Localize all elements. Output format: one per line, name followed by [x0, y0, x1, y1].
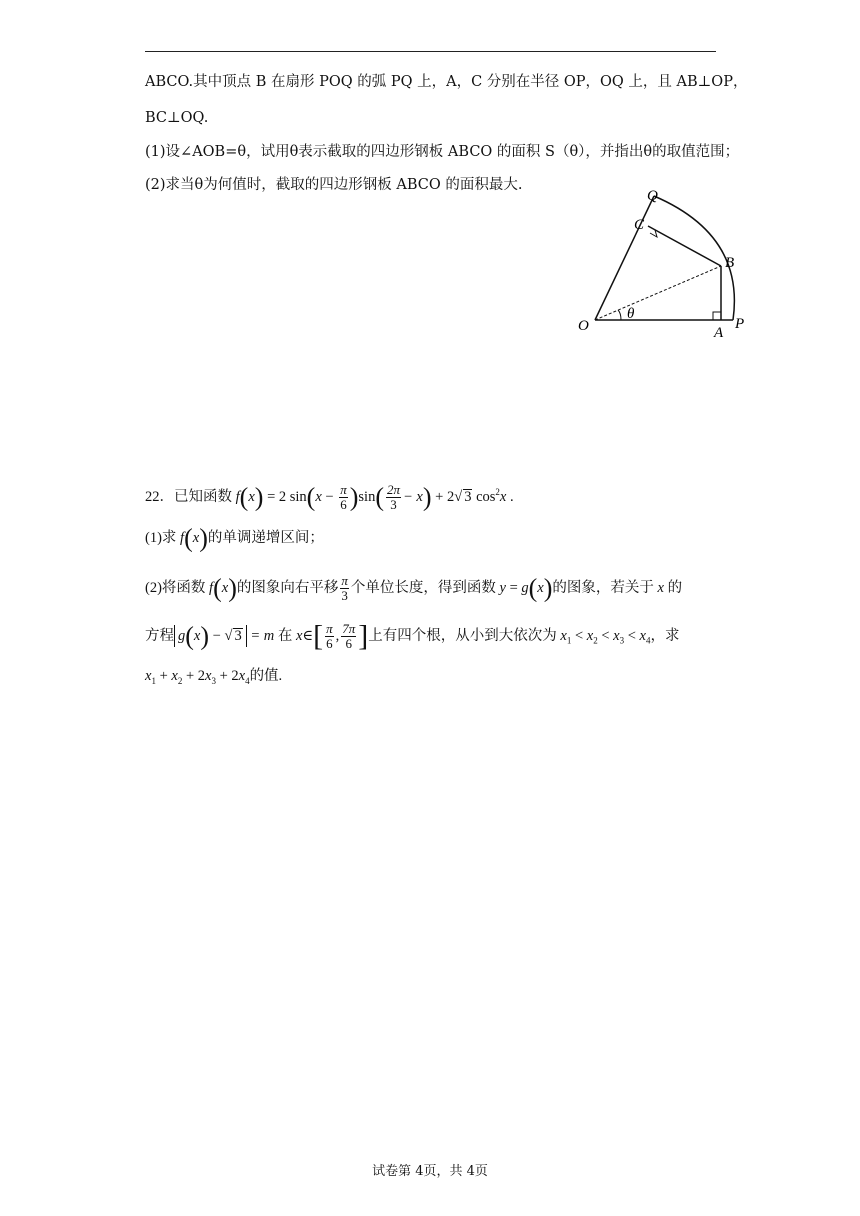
label-c: C — [634, 217, 645, 233]
label-b: B — [725, 255, 735, 271]
label-o: O — [578, 318, 589, 334]
intro-text: 已知函数 — [174, 488, 232, 505]
arc-pq — [654, 196, 734, 320]
right-angle-a — [713, 312, 721, 320]
problem21-question1: (1)设∠AOB=θ，试用θ表示截取的四边形钢板 ABCO 的面积 S（θ），并指出θ的取值范围； — [145, 144, 740, 160]
problem21-line1: ABCO.其中顶点 B 在扇形 POQ 的弧 PQ 上，A，C 分别在半径 OP，OQ 上，且 AB⊥OP， — [145, 74, 748, 90]
label-p: P — [735, 316, 745, 332]
absolute-value: g(x) − √ 3 — [174, 625, 247, 647]
fraction-7pi-6-interval: $\frac{7\pi}{6}$ — [342, 621, 356, 651]
problem22-definition: 22．已知函数 f(x) = 2 sin(x − $\frac{\pi}{6}$ )sin( $\frac{2\pi}{3}$ − x) + 2√ 3 $\cos^2x$ . — [145, 482, 514, 512]
fraction-pi-6: $\frac{\pi}{6}$ — [340, 482, 347, 512]
problem22-question2-line2: 方程 g(x) − √ 3 = m 在 x∈[ $\frac{\pi}{6}$ , $\frac{7\pi}{6}$ ]上有四个根，从小到大依次为 $x_1 < x_2 < x_3 < x_4$，求 — [145, 619, 680, 653]
page-footer: 试卷第 4页，共 4页 — [372, 1164, 488, 1179]
label-a: A — [714, 325, 724, 341]
sector-figure — [570, 180, 770, 345]
header-rule — [145, 51, 716, 52]
fraction-pi-6-interval: $\frac{\pi}{6}$ — [326, 621, 333, 651]
segment-ob — [595, 266, 721, 320]
problem21-question2: (2)求当θ为何值时，截取的四边形钢板 ABCO 的面积最大. — [145, 177, 523, 193]
radius-oq — [595, 196, 654, 320]
problem22-question2-line1: (2)将函数 f(x)的图象向右平移 $\frac{\pi}{3}$ 个单位长度，得到函数 y = g(x)的图象，若关于 x 的 — [145, 573, 683, 603]
problem21-line2: BC⊥OQ. — [145, 110, 209, 126]
angle-arc — [618, 310, 621, 320]
label-theta: θ — [627, 306, 635, 322]
segment-bc — [648, 226, 721, 266]
problem22-question1: (1)求 f(x)的单调递增区间； — [145, 523, 324, 553]
fraction-pi-3: $\frac{\pi}{3}$ — [341, 573, 348, 603]
problem22-question2-line3: $x_1 + x_2 + 2x_3 + 2x_4$的值. — [145, 668, 283, 686]
problem-number: 22． — [145, 488, 174, 505]
label-q: Q — [647, 188, 658, 204]
fraction-2pi-3: $\frac{2\pi}{3}$ — [387, 482, 401, 512]
